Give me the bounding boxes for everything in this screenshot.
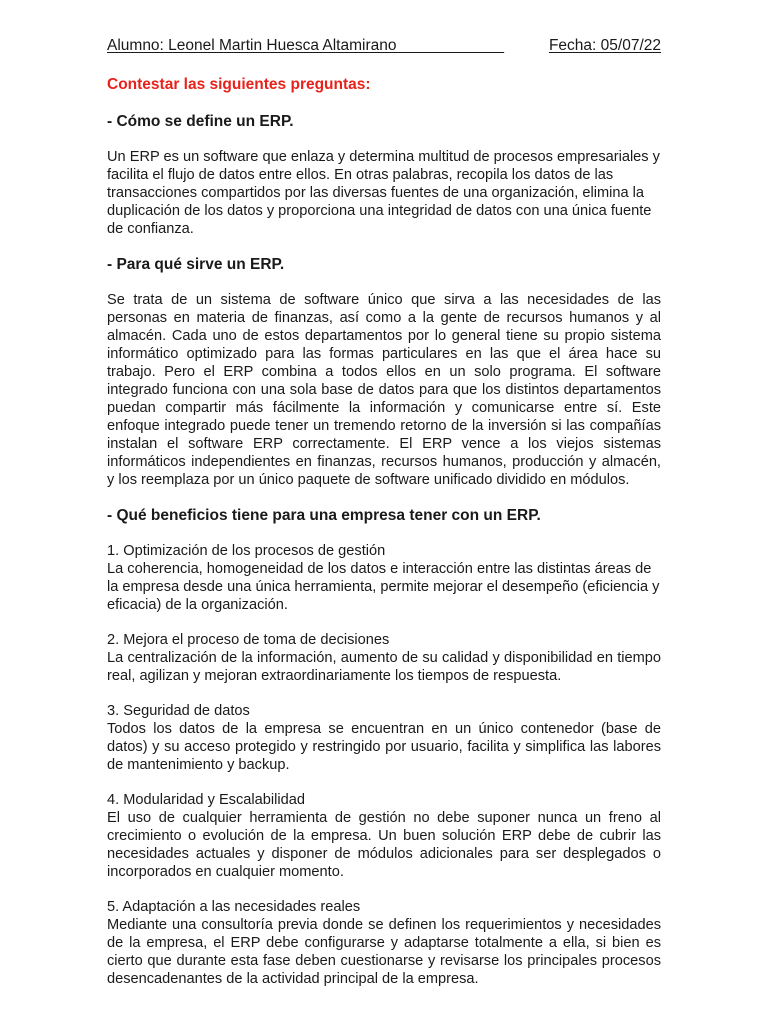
document-header — [107, 36, 661, 56]
student-name: Alumno: Leonel Martin Huesca Altamirano — [107, 37, 505, 54]
benefit-text: Mediante una consultoría previa donde se definen los requerimientos y necesidades de la empresa, el ERP debe configurarse y adaptarse totalmente a ella, si bien es cierto que durante esta fase deben cuestionarse y revisarse los principales procesos desencadenantes de la actividad principal de la empresa. — [107, 917, 661, 987]
benefit-item — [107, 702, 661, 774]
benefit-title: 1. Optimización de los procesos de gestión — [107, 543, 386, 559]
question-heading: - Para qué sirve un ERP. — [107, 256, 285, 273]
document-date: Fecha: 05/07/22 — [548, 37, 661, 54]
benefit-title: 2. Mejora el proceso de toma de decisiones — [107, 632, 390, 648]
benefit-title: 3. Seguridad de datos — [107, 703, 250, 719]
benefit-text: La centralización de la información, aumento de su calidad y disponibilidad en tiempo real, agilizan y mejoran extraordinariamente los tiempos de respuesta. — [107, 650, 661, 684]
benefit-item — [107, 631, 661, 685]
question-heading: - Cómo se define un ERP. — [107, 113, 294, 130]
question-heading: - Qué beneficios tiene para una empresa tener con un ERP. — [107, 507, 541, 524]
benefit-text: Todos los datos de la empresa se encuentran en un único contenedor (base de datos) y su acceso protegido y restringido por usuario, facilita y simplifica las labores de mantenimiento y backup. — [107, 721, 661, 773]
benefit-text: El uso de cualquier herramienta de gestión no debe suponer nunca un freno al crecimiento o evolución de la empresa. Un buen solución ERP debe de cubrir las necesidades actuales y disponer de módulos adicionales para ser desplegados o incorporados en cualquier momento. — [107, 810, 661, 880]
benefit-title: 5. Adaptación a las necesidades reales — [107, 899, 361, 915]
benefit-item — [107, 542, 661, 614]
benefit-item — [107, 791, 661, 881]
benefit-title: 4. Modularidad y Escalabilidad — [107, 792, 305, 808]
benefit-item — [107, 898, 661, 988]
answer-paragraph: Un ERP es un software que enlaza y determina multitud de procesos empresariales y facilita el flujo de datos entre ellos. En otras palabras, recopila los datos de las transacciones compartidos por las diversas fuentes de una organización, elimina la duplicación de los datos y proporciona una integridad de datos con una única fuente de confianza. — [107, 149, 660, 237]
benefit-text: La coherencia, homogeneidad de los datos e interacción entre las distintas áreas de la empresa desde una única herramienta, permite mejorar el desempeño (eficiencia y eficacia) de la organización. — [107, 561, 660, 613]
instructions-heading: Contestar las siguientes preguntas: — [107, 76, 371, 93]
answer-paragraph: Se trata de un sistema de software único que sirva a las necesidades de las personas en materia de finanzas, así como a la gente de recursos humanos y al almacén. Cada uno de estos departamentos por lo general tiene su propio sistema informático optimizado para las formas particulares en las que el área hace su trabajo. Pero el ERP combina a todos ellos en un solo programa. El software integrado funciona con una sola base de datos para que los distintos departamentos puedan compartir más fácilmente la información y comunicarse entre sí. Este enfoque integrado puede tener un tremendo retorno de la inversión si las compañías instalan el software ERP correctamente. El ERP vence a los viejos sistemas informáticos independientes en finanzas, recursos humanos, producción y almacén, y los reemplaza por un único paquete de software unificado dividido en módulos. — [107, 292, 661, 488]
